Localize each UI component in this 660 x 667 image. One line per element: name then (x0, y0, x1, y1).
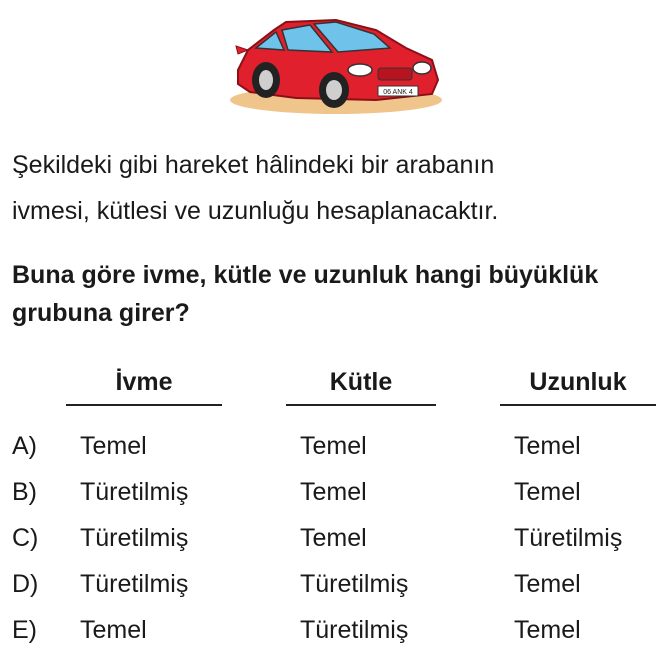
kutle-cell: Türetilmiş (300, 616, 409, 644)
kutle-cell: Temel (300, 524, 367, 552)
answer-option-c[interactable] (0, 524, 660, 558)
kutle-cell: Temel (300, 432, 367, 460)
answer-option-a[interactable] (0, 432, 660, 466)
front-wheel-rim (326, 80, 342, 100)
question-text-line-1: Şekildeki gibi hareket hâlindeki bir arabanın (12, 151, 495, 179)
column-header-ivme: İvme (115, 368, 173, 396)
uzunluk-cell: Temel (514, 570, 581, 598)
option-letter: A) (12, 432, 37, 460)
license-plate-text: 06 ANK 4 (383, 89, 413, 96)
uzunluk-cell: Temel (514, 478, 581, 506)
ivme-cell: Türetilmiş (80, 570, 189, 598)
ivme-cell: Türetilmiş (80, 524, 189, 552)
option-letter: C) (12, 524, 39, 552)
answer-option-b[interactable] (0, 478, 660, 512)
column-underline-uzunluk (500, 404, 656, 406)
uzunluk-cell: Türetilmiş (514, 524, 623, 552)
ivme-cell: Türetilmiş (80, 478, 189, 506)
left-headlight (348, 64, 372, 76)
uzunluk-cell: Temel (514, 616, 581, 644)
column-underline-kutle (286, 404, 436, 406)
question-prompt: Buna göre ivme, kütle ve uzunluk hangi büyüklük grubuna girer? (12, 261, 599, 327)
column-header-kutle: Kütle (329, 368, 393, 396)
column-underline-ivme (66, 404, 222, 406)
red-car-illustration (226, 8, 446, 120)
grille (378, 68, 412, 80)
question-text-line-2: ivmesi, kütlesi ve uzunluğu hesaplanacaktır. (12, 197, 499, 225)
kutle-cell: Türetilmiş (300, 570, 409, 598)
option-letter: E) (12, 616, 37, 644)
answer-option-d[interactable] (0, 570, 660, 604)
right-headlight (413, 62, 431, 74)
kutle-cell: Temel (300, 478, 367, 506)
option-letter: D) (12, 570, 39, 598)
uzunluk-cell: Temel (514, 432, 581, 460)
ivme-cell: Temel (80, 616, 147, 644)
answer-option-e[interactable] (0, 616, 660, 650)
rear-wheel-rim (259, 70, 273, 90)
ivme-cell: Temel (80, 432, 147, 460)
option-letter: B) (12, 478, 37, 506)
column-header-uzunluk: Uzunluk (529, 368, 627, 396)
